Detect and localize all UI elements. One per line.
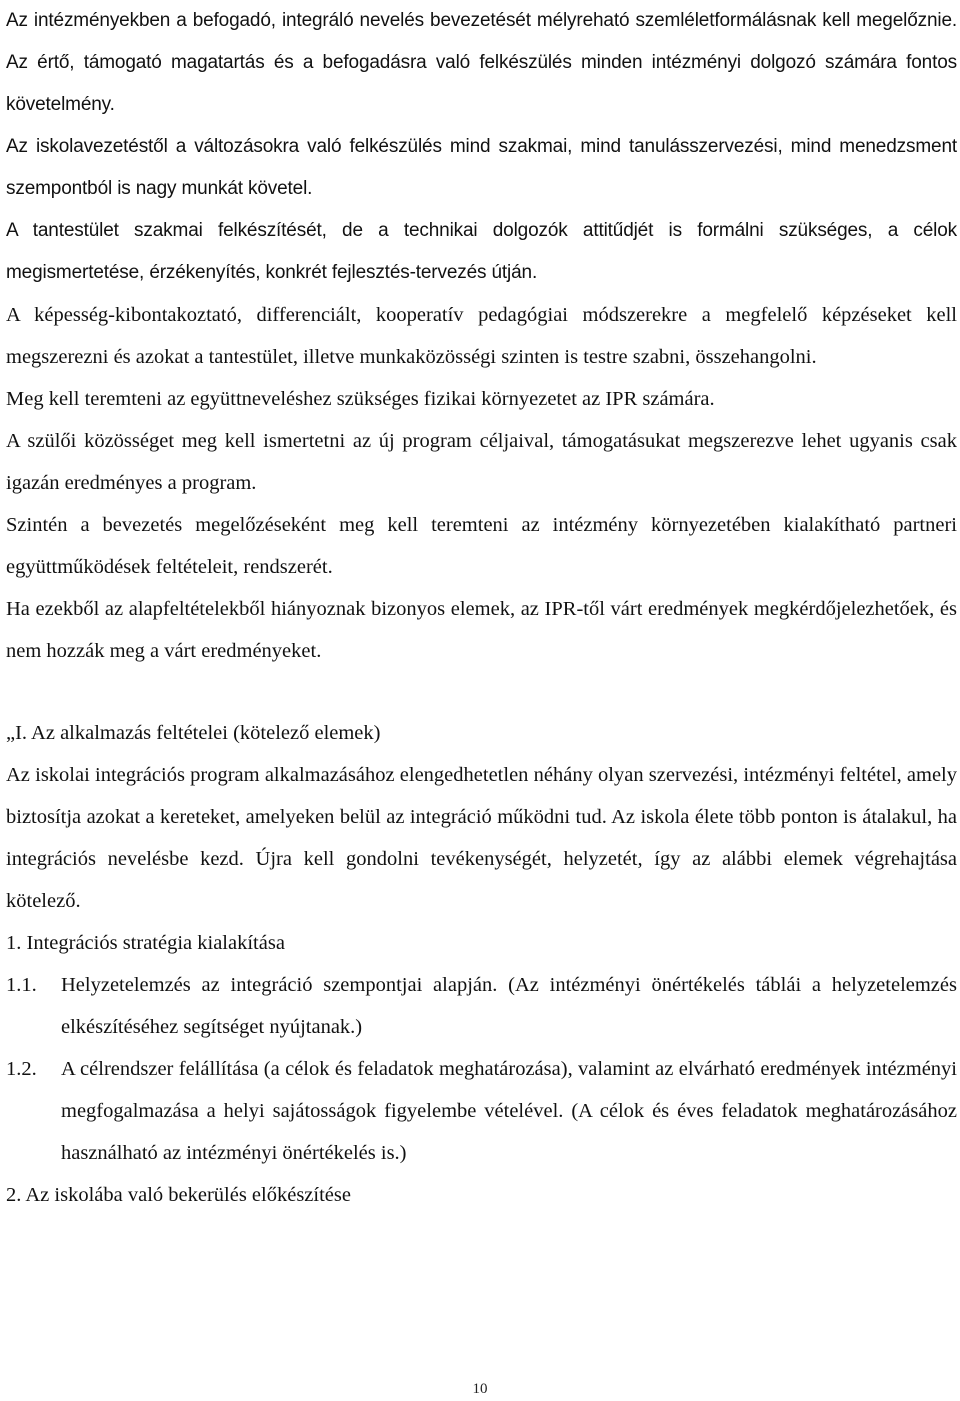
paragraph-staff-preparation: A tantestület szakmai felkészítését, de a technikai dolgozók attitűdjét is formálni szükséges, a célok megismertetése, érzékenyítés, konkrét fejlesztés-tervezés útján.	[6, 220, 957, 283]
page-number: 10	[472, 1381, 488, 1397]
paragraph-sensitization: Az intézményekben a befogadó, integráló nevelés bevezetését mélyreható szemléletformálásnak kell megelőznie. Az értő, támogató magatartás és a befogadásra való felkészülés minden intézményi dolgozó számára fontos követelmény.	[6, 10, 957, 115]
paragraph-school-leadership: Az iskolavezetéstől a változásokra való felkészülés mind szakmai, mind tanulásszervezési, mind menedzsment szempontból is nagy munkát követel.	[6, 136, 957, 199]
section-spacer	[6, 672, 957, 712]
paragraph-methods-training: A képesség-kibontakoztató, differenciált, kooperatív pedagógiai módszerekre a megfelelő képzéseket kell megszerezni és azokat a tantestület, illetve munkaközösségi szinten is testre szabni, összehangolni.	[6, 304, 957, 368]
paragraph-parent-community: A szülői közösséget meg kell ismertetni az új program céljaival, támogatásukat megszerezve lehet ugyanis csak igazán eredményes a program.	[6, 430, 957, 494]
paragraph-missing-conditions: Ha ezekből az alapfeltételekből hiányoznak bizonyos elemek, az IPR-től várt eredmények megkérdőjelezhetőek, és nem hozzák meg a várt eredményeket.	[6, 598, 957, 662]
paragraph-physical-environment: Meg kell teremteni az együttneveléshez szükséges fizikai környezetet az IPR számára.	[6, 388, 715, 410]
paragraph-partnerships: Szintén a bevezetés megelőzéseként meg kell teremteni az intézmény környezetében kialakítható partneri együttműködések feltételeit, rendszerét.	[6, 514, 957, 578]
sub-list-text: Helyzetelemzés az integráció szempontjai alapján. (Az intézményi önértékelés táblái a helyzetelemzés elkészítéséhez segítséget nyújtanak.)	[61, 974, 957, 1038]
section-intro: Az iskolai integrációs program alkalmazásához elengedhetetlen néhány olyan szervezési, intézményi feltétel, amely biztosítja azokat a kereteket, amelyeken belül az integráció működni tud. Az iskola élete több ponton is átalakul, ha integrációs nevelésbe kezd. Újra kell gondolni tevékenységét, helyzetét, így az alábbi elemek végrehajtása kötelező.	[6, 764, 957, 912]
list-item-2: 2. Az iskolába való bekerülés előkészítése	[6, 1184, 351, 1206]
sub-list-text: A célrendszer felállítása (a célok és feladatok meghatározása), valamint az elvárható eredmények intézményi megfogalmazása a helyi sajátosságok figyelembe vételével. (A célok és éves feladatok meghatározásához használható az intézményi önértékelés is.)	[61, 1058, 957, 1164]
list-item-1: 1. Integrációs stratégia kialakítása	[6, 932, 285, 954]
sub-list-item-1-1	[6, 964, 957, 1048]
sub-list-number: 1.1.	[6, 974, 37, 996]
sub-list-number: 1.2.	[6, 1058, 37, 1080]
intro-paragraphs	[6, 0, 957, 294]
conditions-paragraphs	[6, 294, 957, 1216]
section-heading: „I. Az alkalmazás feltételei (kötelező elemek)	[6, 722, 381, 744]
sub-list-item-1-2	[6, 1048, 957, 1174]
document-body	[6, 0, 957, 1216]
